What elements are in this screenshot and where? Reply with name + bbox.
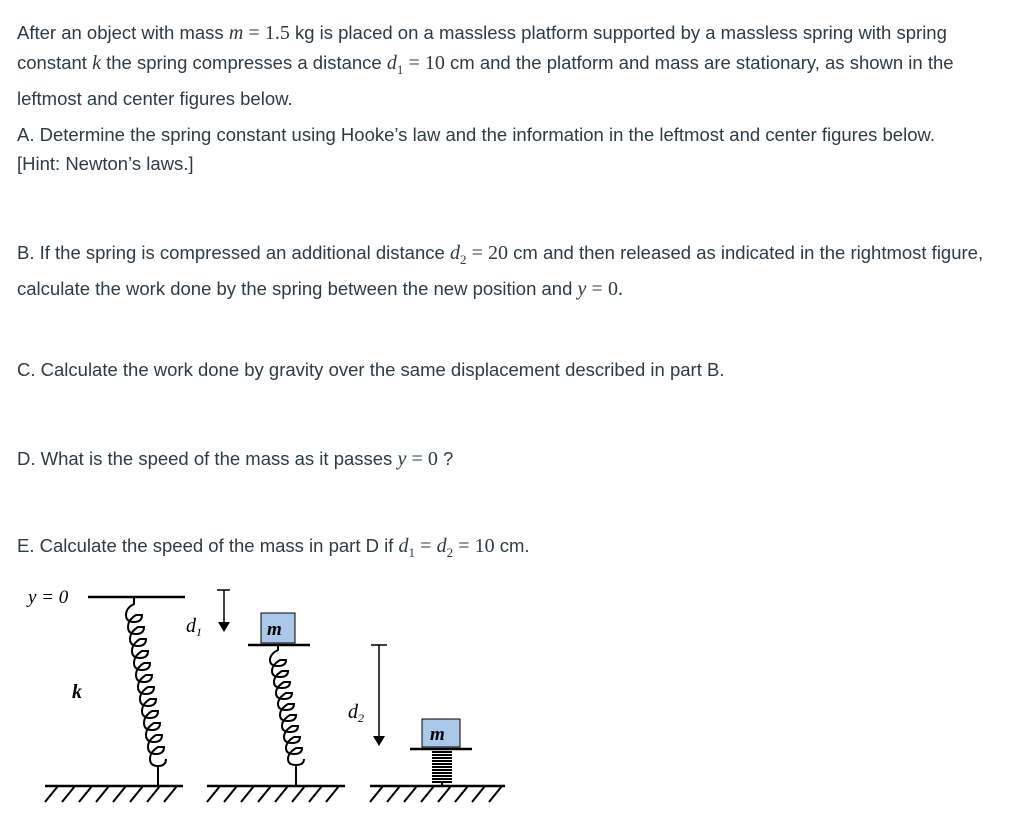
intro-text-2: kg is placed on a massless platform supported by a massless spring with spring constant xyxy=(17,22,947,73)
intro-text-1: After an object with mass xyxy=(17,22,224,43)
mass-value: 1.5 xyxy=(264,22,290,44)
part-b-text-1: B. If the spring is compressed an additional distance xyxy=(17,242,445,263)
mass-symbol: m xyxy=(228,22,244,44)
part-b-text-2: cm and then released as indicated in the rightmost figure, calculate the work done by the spring between the new position and xyxy=(17,242,984,299)
d1-label: $d_1$ xyxy=(186,615,202,639)
y0-label: y = 0 xyxy=(28,587,69,608)
intro-paragraph: After an object with mass m = 1.5 kg is placed on a massless platform supported by a massless spring with spring constant k the spring compresses a distance $d_1 = 10$ cm and the platform and mass are stationary, as shown in the leftmost and center figures below. xyxy=(17,22,954,109)
part-e: E. Calculate the speed of the mass in part D if $d_1 = d_2 = 10$ cm. xyxy=(17,535,530,560)
part-c xyxy=(17,355,1012,384)
part-d-text: D. What is the speed of the mass as it passes xyxy=(17,448,393,469)
part-a xyxy=(17,120,1012,178)
mass-label-right: m xyxy=(430,724,445,745)
spring-mass-figure xyxy=(0,570,1024,831)
d2-label: $d_2$ xyxy=(348,701,364,725)
y-symbol: y xyxy=(577,278,587,300)
mass-label-center: m xyxy=(267,619,282,640)
d2-symbol: $d_2$ xyxy=(449,242,467,267)
part-d: D. What is the speed of the mass as it passes y = 0 ? xyxy=(17,448,454,470)
equals-sign: = xyxy=(248,22,260,44)
right-spring-compressed xyxy=(432,752,452,782)
d1-value: 10 xyxy=(424,52,445,74)
intro-text-3: the spring compresses a distance xyxy=(106,52,382,73)
d2-value: 20 xyxy=(488,242,508,264)
part-a-text: A. Determine the spring constant using Hooke’s law and the information in the leftmost and center figures below. xyxy=(17,124,935,145)
left-spring xyxy=(126,597,166,766)
intro-text-4: cm and the platform and mass are stationary, as shown in the leftmost and center figures below. xyxy=(17,52,954,109)
part-a-hint: [Hint: Newton’s laws.] xyxy=(17,153,194,174)
k-label: k xyxy=(72,681,82,703)
part-b: B. If the spring is compressed an additional distance $d_2 = 20$ cm and then released as indicated in the rightmost figure, calculate the work done by the spring between the new position and y = 0. xyxy=(17,242,984,300)
d1-symbol: $d_1$ xyxy=(386,52,404,77)
spring-constant-symbol: k xyxy=(92,52,101,74)
part-e-text: E. Calculate the speed of the mass in part D if xyxy=(17,535,394,556)
part-c-text: C. Calculate the work done by gravity over the same displacement described in part B. xyxy=(17,359,725,380)
center-spring xyxy=(270,645,304,765)
